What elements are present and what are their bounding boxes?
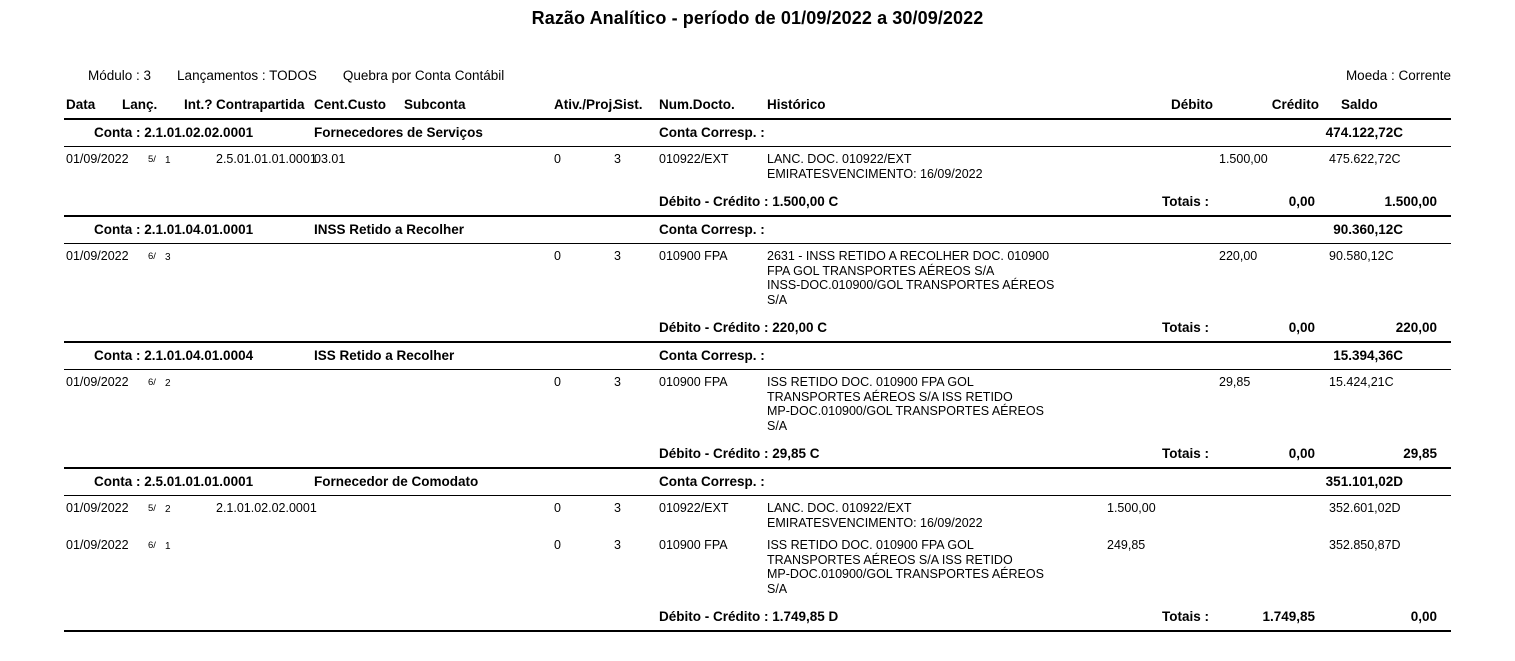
ledger-body [64,94,1451,631]
cell-cent-custo [314,370,404,437]
historico-line: LANC. DOC. 010922/EXT [767,152,912,166]
cell-saldo: 90.580,12C [1329,249,1394,263]
total-spacer [64,310,659,341]
cell-ativ-proj: 0 [554,375,561,389]
meta-quebra: Quebra por Conta Contábil [342,68,505,83]
historico-line: EMIRATESVENCIMENTO: 16/09/2022 [767,166,983,181]
account-total-row [64,310,1451,341]
account-previous-balance: 351.101,02D [1325,474,1403,489]
meta-modulo: Módulo : 3 [88,68,152,83]
cell-subconta [404,496,554,534]
cell-debito: 1.500,00 [1107,501,1156,515]
cell-credito: 29,85 [1219,375,1251,389]
cell-int [184,496,216,534]
report-meta-left [88,68,504,83]
cell-int [184,244,216,311]
total-spacer [64,184,659,215]
cell-sist: 3 [614,538,621,552]
account-previous-balance: 90.360,12C [1333,222,1403,237]
cell-num-docto: 010900 FPA [659,538,728,552]
account-description: Fornecedor de Comodato [314,474,479,489]
cell-historico [767,533,1107,599]
column-header-num-docto: Num.Docto. [659,97,735,112]
lancamento-internal: 2 [164,504,171,515]
cell-saldo: 352.850,87D [1329,538,1401,552]
rule [64,630,1451,631]
cell-cent-custo [314,244,404,311]
historico-line: ISS RETIDO DOC. 010900 FPA GOL [767,538,974,552]
total-label: Totais : [1162,609,1209,624]
total-debito: 0,00 [1288,320,1315,335]
cell-subconta [404,533,554,599]
account-number-label: Conta : 2.1.01.04.01.0001 [94,222,254,237]
cell-sist: 3 [614,152,621,166]
cell-debito [1107,370,1219,437]
cell-ativ-proj: 0 [554,152,561,166]
cell-saldo: 15.424,21C [1329,375,1394,389]
account-number-label: Conta : 2.5.01.01.01.0001 [94,474,254,489]
cell-cent-custo [314,533,404,599]
cell-sist: 3 [614,375,621,389]
cell-ativ-proj: 0 [554,249,561,263]
historico-line: S/A [767,292,788,307]
total-debito: 0,00 [1288,446,1315,461]
lancamento-internal: 3 [164,252,171,263]
lancamento-sequence: 6/ [148,377,156,388]
cell-lancamento [122,496,184,534]
cell-credito [1219,533,1329,599]
column-header-row [64,94,1451,118]
account-description: ISS Retido a Recolher [314,348,455,363]
cell-contrapartida [216,244,314,311]
cell-int [184,147,216,185]
cell-debito [1107,147,1219,185]
total-credito: 29,85 [1403,446,1437,461]
lancamento-sequence: 6/ [148,251,156,262]
cell-data: 01/09/2022 [66,375,129,389]
cell-int [184,533,216,599]
account-corresp-label: Conta Corresp. : [659,348,765,363]
table-row[interactable] [64,533,1451,599]
column-header-lanc: Lanç. [122,97,158,112]
table-row[interactable] [64,147,1451,185]
lancamento-sequence: 5/ [148,154,156,165]
total-spacer [64,599,659,630]
cell-lancamento [122,533,184,599]
lancamento-internal: 1 [164,155,171,166]
account-header-row [64,119,1451,146]
cell-lancamento [122,244,184,311]
account-description: INSS Retido a Recolher [314,222,465,237]
cell-data: 01/09/2022 [66,501,129,515]
cell-sist: 3 [614,249,621,263]
lancamento-sequence: 5/ [148,503,156,514]
cell-data: 01/09/2022 [66,538,129,552]
historico-line: MP-DOC.010900/GOL TRANSPORTES AÉREOS [767,404,1044,418]
historico-line: TRANSPORTES AÉREOS S/A ISS RETIDO [767,389,1013,404]
total-difference: Débito - Crédito : 1.500,00 C [659,194,839,209]
column-header-subconta: Subconta [404,97,466,112]
cell-credito: 1.500,00 [1219,152,1268,166]
column-header-debito: Débito [1171,97,1213,112]
lancamento-internal: 1 [164,541,171,552]
page-title: Razão Analítico - período de 01/09/2022 a 30/09/2022 [531,8,984,28]
meta-lancamentos: Lançamentos : TODOS [177,68,317,83]
meta-moeda: Moeda : Corrente [1345,68,1451,83]
cell-historico [767,496,1107,534]
account-header-row [64,468,1451,495]
total-debito: 0,00 [1288,194,1315,209]
account-header-row [64,216,1451,243]
historico-line: LANC. DOC. 010922/EXT [767,501,912,515]
cell-historico [767,244,1107,311]
account-corresp-label: Conta Corresp. : [659,125,765,140]
cell-lancamento [122,147,184,185]
account-number-label: Conta : 2.1.01.04.01.0004 [94,348,254,363]
total-credito: 0,00 [1410,609,1437,624]
cell-debito [1107,244,1219,311]
account-total-row [64,184,1451,215]
cell-cent-custo [314,496,404,534]
account-corresp-label: Conta Corresp. : [659,474,765,489]
cell-debito: 249,85 [1107,538,1146,552]
cell-num-docto: 010922/EXT [659,152,729,166]
column-header-historico: Histórico [767,97,826,112]
cell-contrapartida [216,370,314,437]
historico-line: S/A [767,418,788,433]
ledger-table [64,94,1451,632]
column-header-int: Int.? [184,97,213,112]
total-difference: Débito - Crédito : 29,85 C [659,446,820,461]
lancamento-internal: 2 [164,378,171,389]
account-corresp-label: Conta Corresp. : [659,222,765,237]
cell-ativ-proj: 0 [554,538,561,552]
column-header-data: Data [66,97,96,112]
cell-subconta [404,244,554,311]
historico-line: MP-DOC.010900/GOL TRANSPORTES AÉREOS [767,567,1044,581]
cell-saldo: 352.601,02D [1329,501,1401,515]
account-description: Fornecedores de Serviços [314,125,483,140]
total-difference: Débito - Crédito : 220,00 C [659,320,828,335]
column-header-sist: Sist. [614,97,643,112]
column-header-ativ-proj: Ativ./Proj. [554,97,617,112]
report-meta-bar [0,68,1515,88]
cell-contrapartida: 2.5.01.01.01.0001 [216,152,317,166]
historico-line: TRANSPORTES AÉREOS S/A ISS RETIDO [767,552,1013,567]
cell-ativ-proj: 0 [554,501,561,515]
total-label: Totais : [1162,194,1209,209]
column-header-saldo: Saldo [1341,97,1378,112]
ledger-grid [64,94,1451,632]
total-difference: Débito - Crédito : 1.749,85 D [659,609,839,624]
cell-data: 01/09/2022 [66,249,129,263]
historico-line: 2631 - INSS RETIDO A RECOLHER DOC. 010900 [767,249,1050,263]
cell-int [184,370,216,437]
account-total-row [64,599,1451,630]
total-label: Totais : [1162,446,1209,461]
cell-credito: 220,00 [1219,249,1258,263]
total-credito: 1.500,00 [1384,194,1437,209]
cell-subconta [404,370,554,437]
cell-credito [1219,496,1329,534]
cell-contrapartida: 2.1.01.02.02.0001 [216,501,317,515]
account-previous-balance: 15.394,36C [1333,348,1403,363]
cell-lancamento [122,370,184,437]
total-spacer [64,436,659,467]
account-header-row [64,342,1451,369]
cell-num-docto: 010900 FPA [659,375,728,389]
historico-line: INSS-DOC.010900/GOL TRANSPORTES AÉREOS [767,278,1055,292]
cell-historico [767,147,1107,185]
cell-num-docto: 010900 FPA [659,249,728,263]
historico-line: S/A [767,581,788,596]
table-row[interactable] [64,496,1451,534]
account-previous-balance: 474.122,72C [1325,125,1403,140]
account-number-label: Conta : 2.1.01.02.02.0001 [94,125,254,140]
column-header-cent-custo: Cent.Custo [314,97,386,112]
cell-num-docto: 010922/EXT [659,501,729,515]
total-credito: 220,00 [1395,320,1437,335]
table-row[interactable] [64,244,1451,311]
cell-historico [767,370,1107,437]
total-debito: 1.749,85 [1262,609,1315,624]
historico-line: FPA GOL TRANSPORTES AÉREOS S/A [767,263,995,278]
account-total-row [64,436,1451,467]
cell-cent-custo: 03.01 [314,152,346,166]
cell-subconta [404,147,554,185]
cell-data: 01/09/2022 [66,152,129,166]
cell-saldo: 475.622,72C [1329,152,1401,166]
column-header-contrapartida: Contrapartida [216,97,305,112]
cell-contrapartida [216,533,314,599]
historico-line: EMIRATESVENCIMENTO: 16/09/2022 [767,515,983,530]
column-header-credito: Crédito [1271,97,1319,112]
table-row[interactable] [64,370,1451,437]
historico-line: ISS RETIDO DOC. 010900 FPA GOL [767,375,974,389]
lancamento-sequence: 6/ [148,540,156,551]
cell-sist: 3 [614,501,621,515]
total-label: Totais : [1162,320,1209,335]
